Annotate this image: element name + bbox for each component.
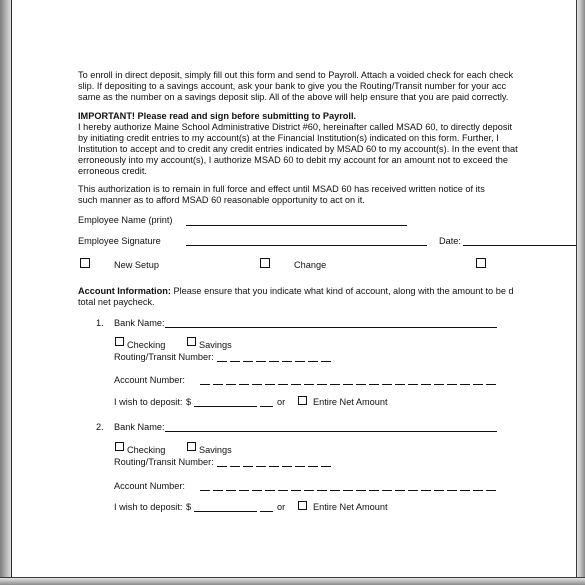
account-1-deposit-label: I wish to deposit: (114, 397, 183, 407)
important-line-1: I hereby authorize Maine School Administrative District #60, hereinafter called MSAD 60, to directly deposit (78, 122, 513, 132)
employee-signature-label: Employee Signature (78, 236, 161, 246)
account-1-or-label: or (277, 397, 286, 407)
intro-line-1: To enroll in direct deposit, simply fill out this form and send to Payroll. Attach a voided check for each check (78, 70, 514, 80)
account-2-account-number-field[interactable] (200, 490, 496, 491)
account-1-routing-field[interactable] (217, 361, 331, 362)
account-1-checking-label: Checking (127, 340, 166, 350)
intro-line-2: slip. If depositing to a savings account, ask your bank to give you the Routing/Transit number for your acc (78, 81, 507, 91)
account-info-line-1 (78, 286, 514, 298)
account-1-account-number-label: Account Number: (114, 375, 185, 385)
account-2-checking-label: Checking (127, 445, 166, 455)
account-1-deposit-dollars-field[interactable] (194, 406, 257, 407)
account-2-entire-net-checkbox[interactable] (298, 501, 307, 510)
important-line-3: Institution to accept and to credit any credit entries indicated by MSAD 60 to my account(s). In the event that (78, 144, 518, 154)
account-2-account-number-label: Account Number: (114, 481, 185, 491)
account-2-bank-name-label: Bank Name: (114, 422, 165, 432)
account-2-savings-label: Savings (199, 445, 232, 455)
account-info-heading: Account Information: (78, 286, 171, 296)
account-2-currency-symbol: $ (186, 502, 192, 512)
account-1-routing-label: Routing/Transit Number: (114, 352, 214, 362)
account-2-savings-checkbox[interactable] (187, 442, 196, 451)
account-2-routing-field[interactable] (217, 466, 331, 467)
account-2-routing-label: Routing/Transit Number: (114, 457, 214, 467)
account-2-deposit-dollars-field[interactable] (194, 511, 257, 512)
document-page (13, 0, 576, 577)
important-line-4: erroneously into my account(s), I authorize MSAD 60 to debit my account for an amount not to exceed the (78, 155, 508, 165)
important-heading: IMPORTANT! Please read and sign before submitting to Payroll. (78, 111, 357, 121)
account-2-checking-checkbox[interactable] (115, 442, 124, 451)
account-1-savings-checkbox[interactable] (187, 337, 196, 346)
viewer-frame-right (576, 0, 585, 585)
account-info-line-2: total net paycheck. (78, 297, 155, 307)
important-line-2: by initiating credit entries to my account(s) at the Financial Institution(s) indicated on this form. Further, I (78, 133, 499, 143)
third-option-checkbox[interactable] (476, 258, 486, 268)
account-2-entire-net-label: Entire Net Amount (313, 502, 388, 512)
account-2-deposit-label: I wish to deposit: (114, 502, 183, 512)
intro-line-3: same as the number on a savings deposit slip. All of the above will help ensure that you are paid correctly. (78, 92, 509, 102)
account-1-deposit-cents-field[interactable] (260, 406, 273, 407)
authorization-line-2: such manner as to afford MSAD 60 reasonable opportunity to act on it. (78, 195, 365, 205)
date-field[interactable] (463, 245, 576, 246)
account-info-line-1-text: Please ensure that you indicate what kind of account, along with the amount to be d (170, 286, 514, 296)
new-setup-checkbox[interactable] (80, 258, 90, 268)
new-setup-label: New Setup (114, 260, 159, 270)
change-label: Change (294, 260, 327, 270)
authorization-line-1: This authorization is to remain in full force and effect until MSAD 60 has received written notice of its (78, 184, 485, 194)
account-2-number: 2. (96, 422, 104, 432)
date-label: Date: (439, 236, 461, 246)
account-1-account-number-field[interactable] (200, 384, 496, 385)
account-1-entire-net-label: Entire Net Amount (313, 397, 388, 407)
important-line-5: erroneous credit. (78, 166, 147, 176)
employee-signature-field[interactable] (186, 245, 427, 246)
account-2-or-label: or (277, 502, 286, 512)
viewer-frame-bottom (0, 577, 585, 585)
viewer-frame-left (0, 0, 12, 585)
account-2-deposit-cents-field[interactable] (260, 511, 273, 512)
account-1-savings-label: Savings (199, 340, 232, 350)
account-1-number: 1. (96, 318, 104, 328)
account-1-entire-net-checkbox[interactable] (298, 396, 307, 405)
employee-name-field[interactable] (186, 225, 407, 226)
employee-name-label: Employee Name (print) (78, 215, 173, 225)
account-2-bank-name-field[interactable] (165, 431, 497, 432)
account-1-currency-symbol: $ (186, 397, 192, 407)
account-1-bank-name-label: Bank Name: (114, 318, 165, 328)
account-1-checking-checkbox[interactable] (115, 337, 124, 346)
account-1-bank-name-field[interactable] (165, 327, 497, 328)
change-checkbox[interactable] (260, 258, 270, 268)
